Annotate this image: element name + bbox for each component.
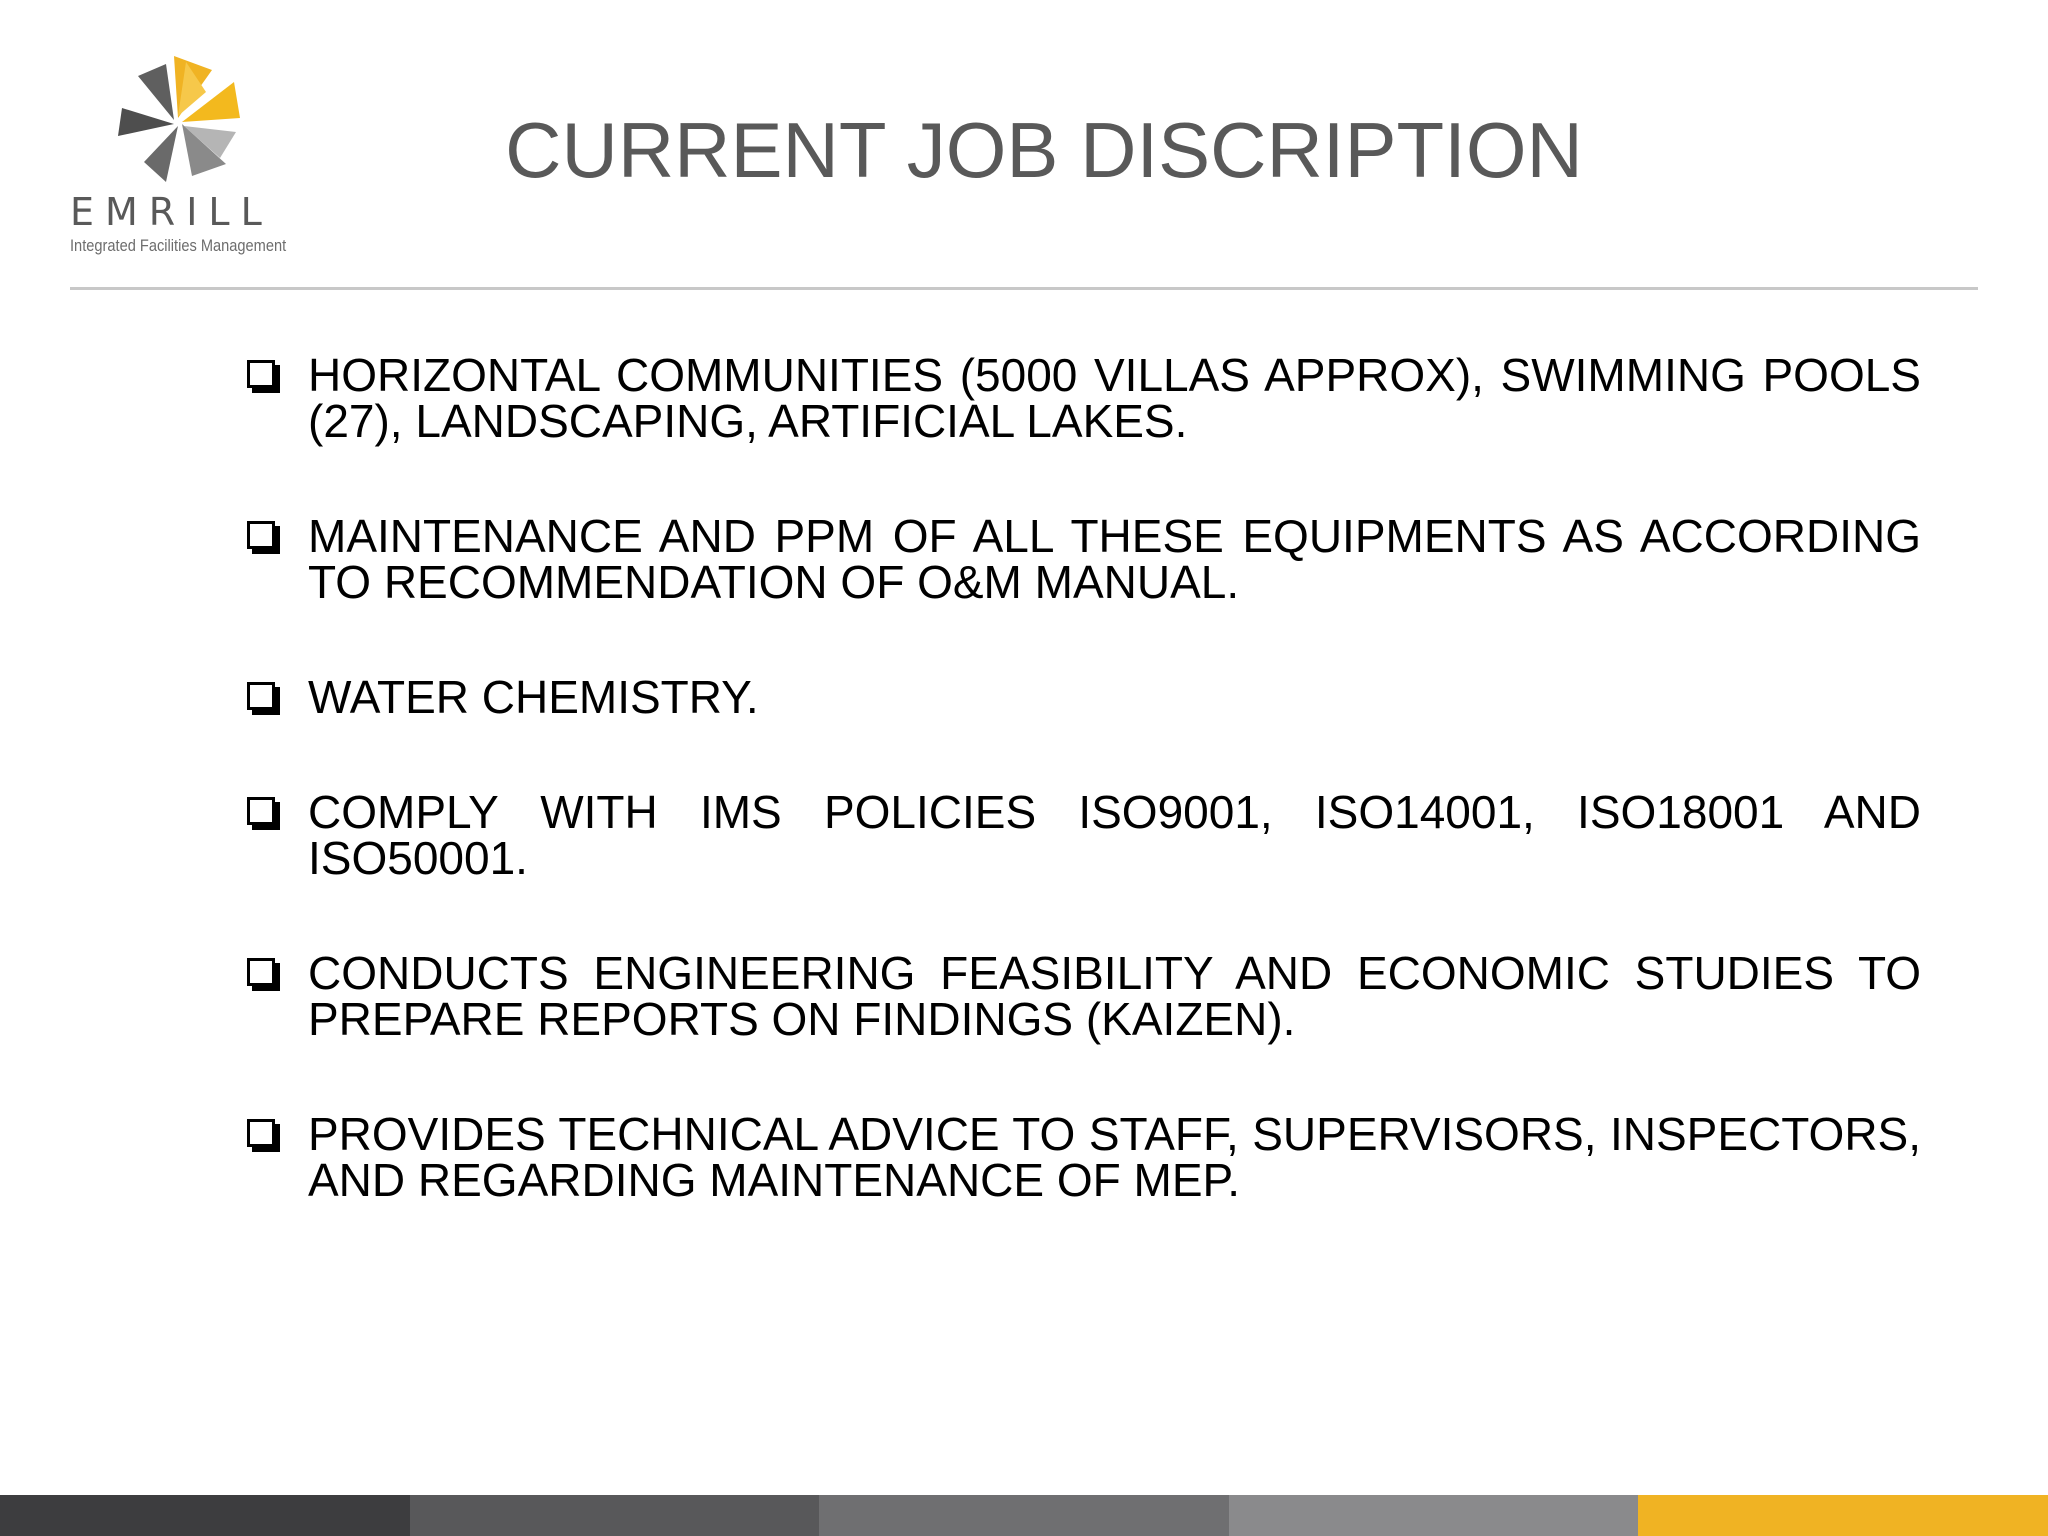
bullet-item <box>245 510 1921 608</box>
bullet-item <box>245 947 1921 1045</box>
checkbox-square-icon <box>247 958 275 986</box>
footer-segment <box>410 1495 820 1536</box>
bullet-text: HORIZONTAL COMMUNITIES (5000 VILLAS APPROX), SWIMMING POOLS (27), LANDSCAPING, ARTIFICIAL LAKES. <box>308 349 1921 447</box>
checkbox-square-icon <box>247 797 275 825</box>
bullet-text: MAINTENANCE AND PPM OF ALL THESE EQUIPMENTS AS ACCORDING TO RECOMMENDATION OF O&M MANUAL. <box>308 510 1921 608</box>
checkbox-square-icon <box>247 360 275 388</box>
checkbox-square-icon <box>247 521 275 549</box>
bullet-text: CONDUCTS ENGINEERING FEASIBILITY AND ECONOMIC STUDIES TO PREPARE REPORTS ON FINDINGS (KAIZEN). <box>308 947 1921 1045</box>
bullet-text: WATER CHEMISTRY. <box>308 671 759 723</box>
footer-segment <box>819 1495 1229 1536</box>
footer-segment <box>1229 1495 1639 1536</box>
slide-title: CURRENT JOB DISCRIPTION <box>505 106 1583 194</box>
footer-color-bar <box>0 1495 2048 1536</box>
bullet-item <box>245 349 1921 447</box>
company-logo <box>66 50 306 260</box>
bullet-item <box>245 1108 1921 1206</box>
title-divider <box>70 287 1978 290</box>
bullet-text: COMPLY WITH IMS POLICIES ISO9001, ISO14001, ISO18001 AND ISO50001. <box>308 786 1921 884</box>
checkbox-square-icon <box>247 682 275 710</box>
logo-tagline: Integrated Facilities Management <box>70 236 287 255</box>
footer-segment <box>1638 1495 2048 1536</box>
bullet-item <box>245 671 1921 723</box>
logo-wordmark: EMRILL <box>70 190 273 234</box>
logo-mark-icon <box>66 50 276 190</box>
bullet-item <box>245 786 1921 884</box>
bullet-text: PROVIDES TECHNICAL ADVICE TO STAFF, SUPERVISORS, INSPECTORS, AND REGARDING MAINTENANCE OF MEP. <box>308 1108 1921 1206</box>
checkbox-square-icon <box>247 1119 275 1147</box>
bullet-list <box>245 349 1921 1272</box>
footer-segment <box>0 1495 410 1536</box>
